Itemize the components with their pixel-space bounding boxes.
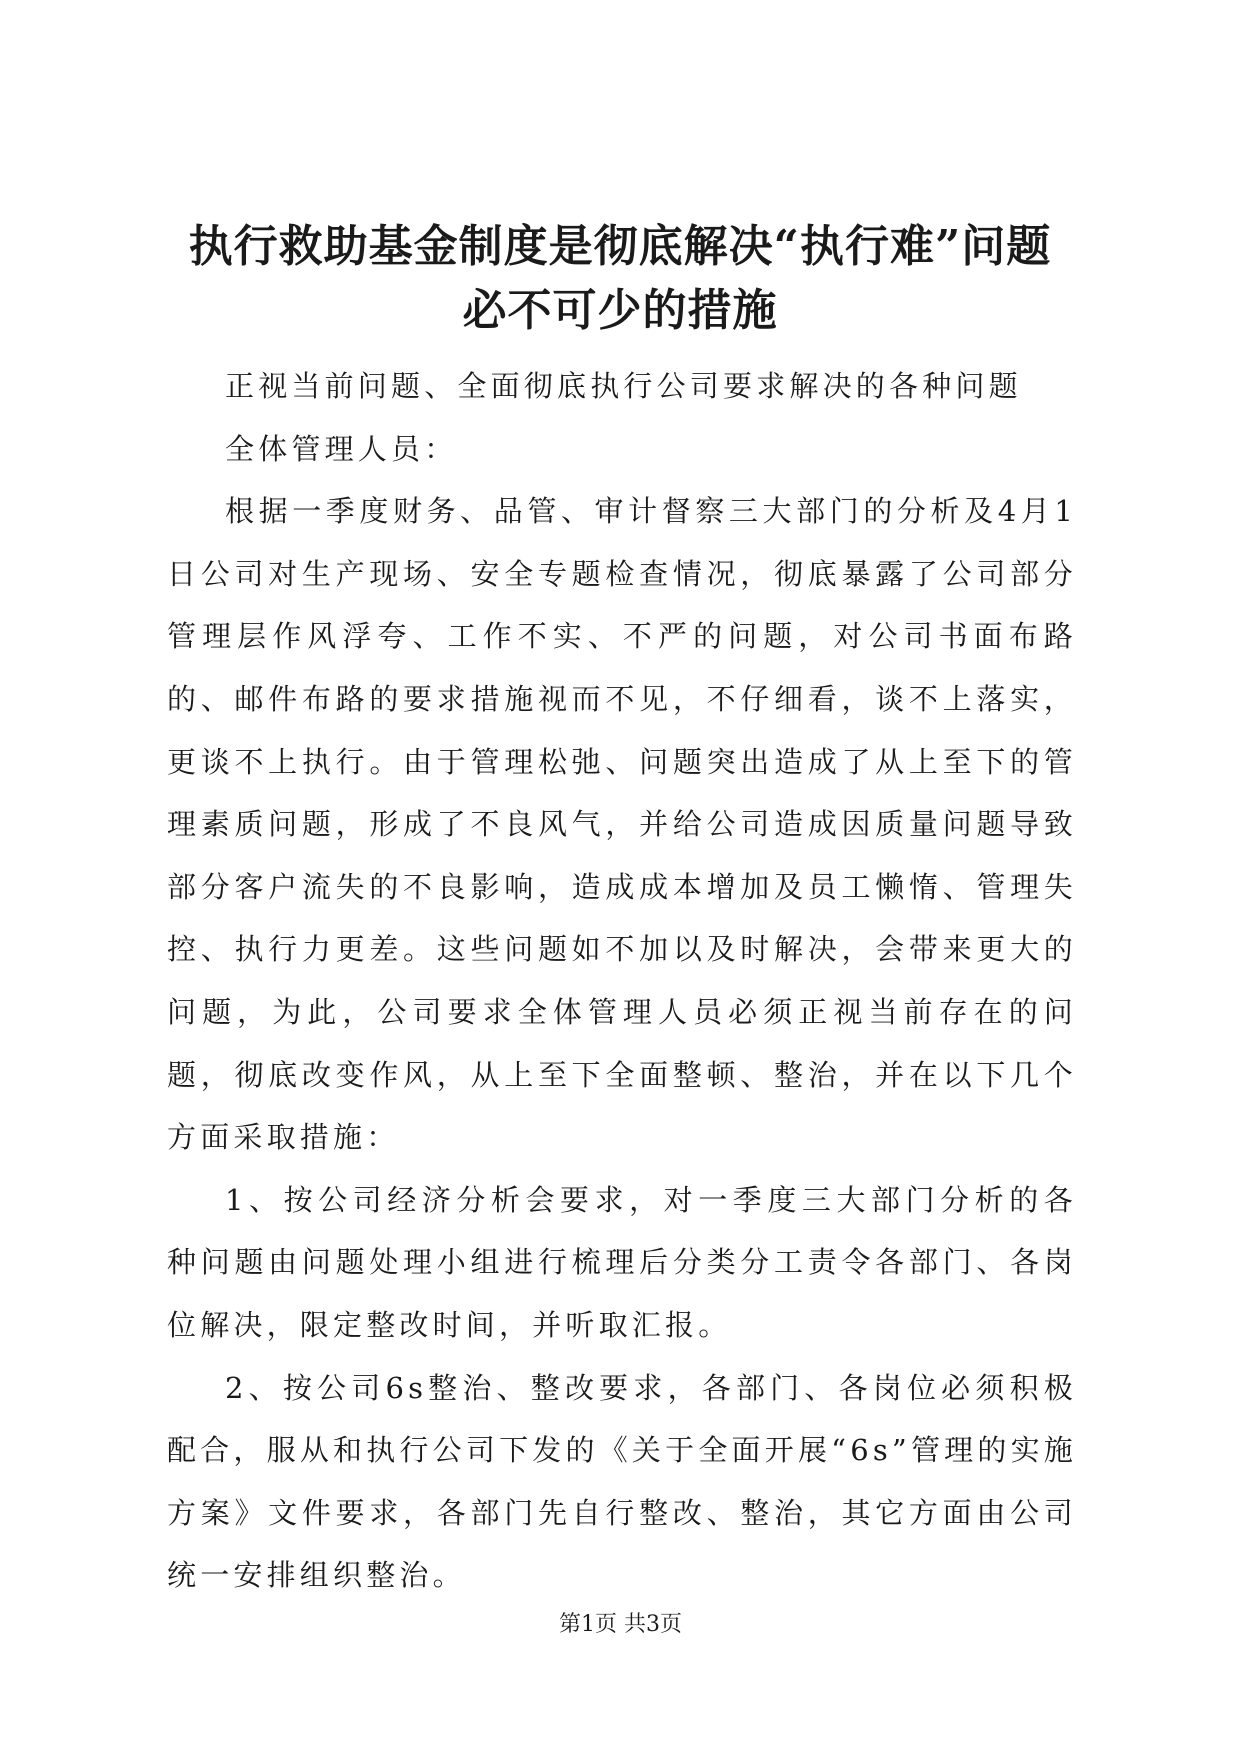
title-line-2: 必不可少的措施 [462, 285, 778, 336]
salutation-paragraph: 全体管理人员： [225, 431, 458, 466]
subtitle-paragraph: 正视当前问题、全面彻底执行公司要求解决的各种问题 [225, 369, 1022, 403]
document-body [167, 355, 1077, 1607]
title-line-1: 执行救助基金制度是彻底解决“执行难”问题 [188, 221, 1052, 272]
measure-item-1: 1、按公司经济分析会要求，对一季度三大部门分析的各种问题由问题处理小组进行梳理后分类分工责令各部门、各岗位解决，限定整改时间，并听取汇报。 [167, 1182, 1077, 1342]
document-title [150, 215, 1090, 343]
page-number-footer: 第1页 共3页 [559, 1612, 682, 1637]
measure-item-2: 2、按公司6s整治、整改要求，各部门、各岗位必须积极配合，服从和执行公司下发的《关于全面开展“6s”管理的实施方案》文件要求，各部门先自行整改、整治，其它方面由公司统一安排组织整治。 [167, 1370, 1077, 1593]
body-paragraph: 根据一季度财务、品管、审计督察三大部门的分析及4月1日公司对生产现场、安全专题检查情况，彻底暴露了公司部分管理层作风浮夸、工作不实、不严的问题，对公司书面布路的、邮件布路的要求措施视而不见，不仔细看，谈不上落实，更谈不上执行。由于管理松弛、问题突出造成了从上至下的管理素质问题，形成了不良风气，并给公司造成因质量问题导致部分客户流失的不良影响，造成成本增加及员工懒惰、管理失控、执行力更差。这些问题如不加以及时解决，会带来更大的问题，为此，公司要求全体管理人员必须正视当前存在的问题，彻底改变作风，从上至下全面整顿、整治，并在以下几个方面采取措施： [167, 494, 1077, 1155]
